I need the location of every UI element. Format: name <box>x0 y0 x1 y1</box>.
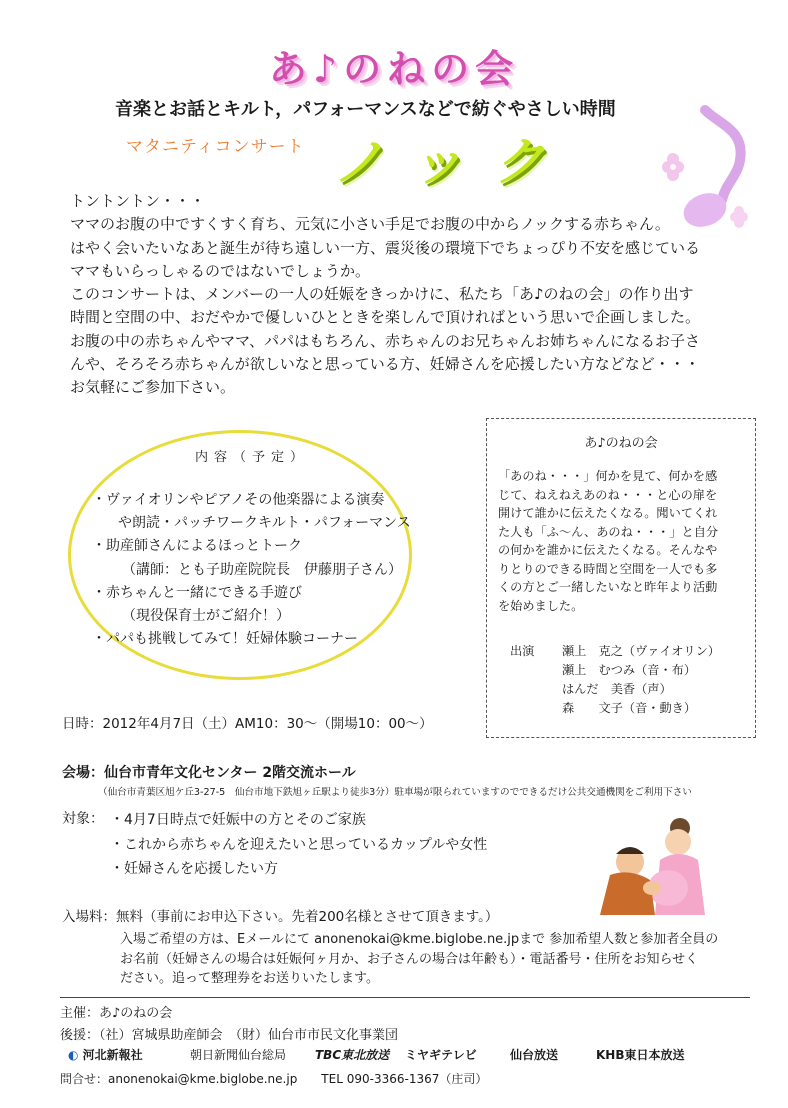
performer: はんだ 美香（声） <box>562 682 672 696</box>
maternity-label: マタニティコンサート <box>126 137 305 157</box>
contents-item: （講師：とも子助産院院長 伊藤朋子さん） <box>122 561 402 578</box>
logo-tbc: TBC東北放送 <box>315 1048 390 1062</box>
group-text-line: じて、ねえねえあのね・・・と心の扉を <box>498 487 718 502</box>
group-text-line: を始めました。 <box>498 598 584 613</box>
group-text-line: 「あのね・・・」何かを見て、何かを感 <box>498 469 718 483</box>
intro-line: んや、そろそろ赤ちゃんが欲しいなと思っている方、妊婦さんを応援したい方などなど・・・ <box>70 355 700 374</box>
intro-line: ママのお腹の中ですくすく育ち、元気に小さい手足でお腹の中からノックする赤ちゃん。 <box>70 215 670 234</box>
supporters: 後援：（社）宮城県助産師会 （財）仙台市市民文化事業団 <box>60 1028 399 1043</box>
performers-label: 出演 <box>510 644 535 658</box>
contents-item: （現役保育士がご紹介！） <box>122 608 290 625</box>
intro-line: はやく会いたいなあと誕生が待ち遠しい一方、震災後の環境下でちょっぴり不安を感じている <box>70 238 701 257</box>
event-name: ノック <box>330 133 586 193</box>
contents-item: ・ヴァイオリンやピアノその他楽器による演奏 <box>92 492 385 508</box>
contents-list <box>92 489 411 651</box>
apply-line: ださい。追って整理券をお送りいたします。 <box>120 971 379 986</box>
intro-line: ママもいらっしゃるのではないでしょうか。 <box>70 261 371 280</box>
performers-list <box>562 642 720 718</box>
performer: 瀬上 むつみ（音・布） <box>562 663 697 677</box>
organizer: 主催：あ♪のねの会 <box>60 1006 173 1021</box>
event-venue: 会場：仙台市青年文化センター 2階交流ホール <box>62 765 356 781</box>
contents-item: や朗読・パッチワークキルト・パフォーマンス <box>118 515 411 532</box>
intro-line: お気軽にご参加下さい。 <box>70 378 236 397</box>
admission-fee: 入場料：無料（事前にお申込下さい。先着200名様とさせて頂きます。） <box>62 909 499 925</box>
target-label: 対象： <box>62 811 104 827</box>
performer: 瀬上 克之（ヴァイオリン） <box>562 644 720 658</box>
logo-sendai-hoso: 仙台放送 <box>510 1048 559 1062</box>
group-text-line: 開けて誰かに伝えたくなる。聞いてくれ <box>498 506 718 520</box>
intro-line: このコンサートは、メンバーの一人の妊娠をきっかけに、私たち「あ♪のねの会」の作り出す <box>70 285 694 304</box>
performer: 森 文子（音・動き） <box>562 701 697 715</box>
pregnant-couple-illustration <box>560 810 720 920</box>
intro-text <box>70 190 760 400</box>
logo-khb: KHB東日本放送 <box>596 1048 685 1062</box>
contact-info: 問合せ：anonenokai@kme.biglobe.ne.jp TEL 090-3366-1367（庄司） <box>60 1072 488 1086</box>
intro-line: 時間と空間の中、おだやかで優しいひとときを楽しんで頂ければという思いで企画しました。 <box>70 308 701 327</box>
intro-line: トントントン・・・ <box>70 192 206 210</box>
kahoku-icon: ◐ <box>68 1048 83 1062</box>
contents-item: ・パパも挑戦してみて！妊婦体験コーナー <box>92 631 358 648</box>
contents-item: ・赤ちゃんと一緒にできる手遊び <box>92 584 302 601</box>
group-text-line: の何かを誰かに伝えたくなる。そんなや <box>498 543 718 557</box>
apply-line: お名前（妊婦さんの場合は妊娠何ヶ月か、お子さんの場合は年齢も）・電話番号・住所をお知らせく <box>120 951 699 967</box>
apply-line: 入場ご希望の方は、Eメールにて anonenokai@kme.biglobe.ne.jpまで 参加希望人数と参加者全員の <box>120 932 719 947</box>
target-item: ・妊婦さんを応援したい方 <box>110 861 278 877</box>
target-item: ・4月7日時点で妊娠中の方とそのご家族 <box>110 812 366 828</box>
target-item: ・これから赤ちゃんを迎えたいと思っているカップルや女性 <box>110 836 488 853</box>
contents-heading: 内容（予定） <box>195 450 310 465</box>
group-text-line: くの方とご一緒したいなと昨年より活動 <box>498 580 718 594</box>
logo-kahoku <box>68 1046 143 1063</box>
target-list <box>110 808 487 882</box>
logo-asahi: 朝日新聞仙台総局 <box>190 1048 287 1062</box>
intro-line: お腹の中の赤ちゃんやママ、パパはもちろん、赤ちゃんのお兄ちゃんお姉ちゃんになるお子さ <box>70 331 701 350</box>
group-title: あ♪のねの会 <box>584 436 658 451</box>
group-text-line: りとりのできる時間と空間を一人でも多 <box>498 561 718 576</box>
page-title: あ♪のねの会 <box>268 47 520 91</box>
subtitle: 音楽とお話とキルト，パフォーマンスなどで紡ぐやさしい時間 <box>115 99 616 120</box>
logo-miyagi-tv: ミヤギテレビ <box>405 1048 477 1062</box>
logo-text: 河北新報社 <box>82 1048 143 1062</box>
footer-divider <box>60 997 750 998</box>
venue-address: （仙台市青葉区旭ケ丘3-27-5 仙台市地下鉄旭ヶ丘駅より徒歩3分）駐車場が限られていますのでできるだけ公共交通機関をご利用下さい <box>98 787 692 798</box>
group-text-line: た人も「ふ～ん、あのね・・・」と自分 <box>498 524 719 539</box>
event-datetime: 日時：2012年4月7日（土）AM10：30～（開場10：00～） <box>62 716 433 732</box>
group-description <box>498 467 748 615</box>
contents-item: ・助産師さんによるほっとトーク <box>92 538 302 555</box>
application-info <box>120 930 718 989</box>
